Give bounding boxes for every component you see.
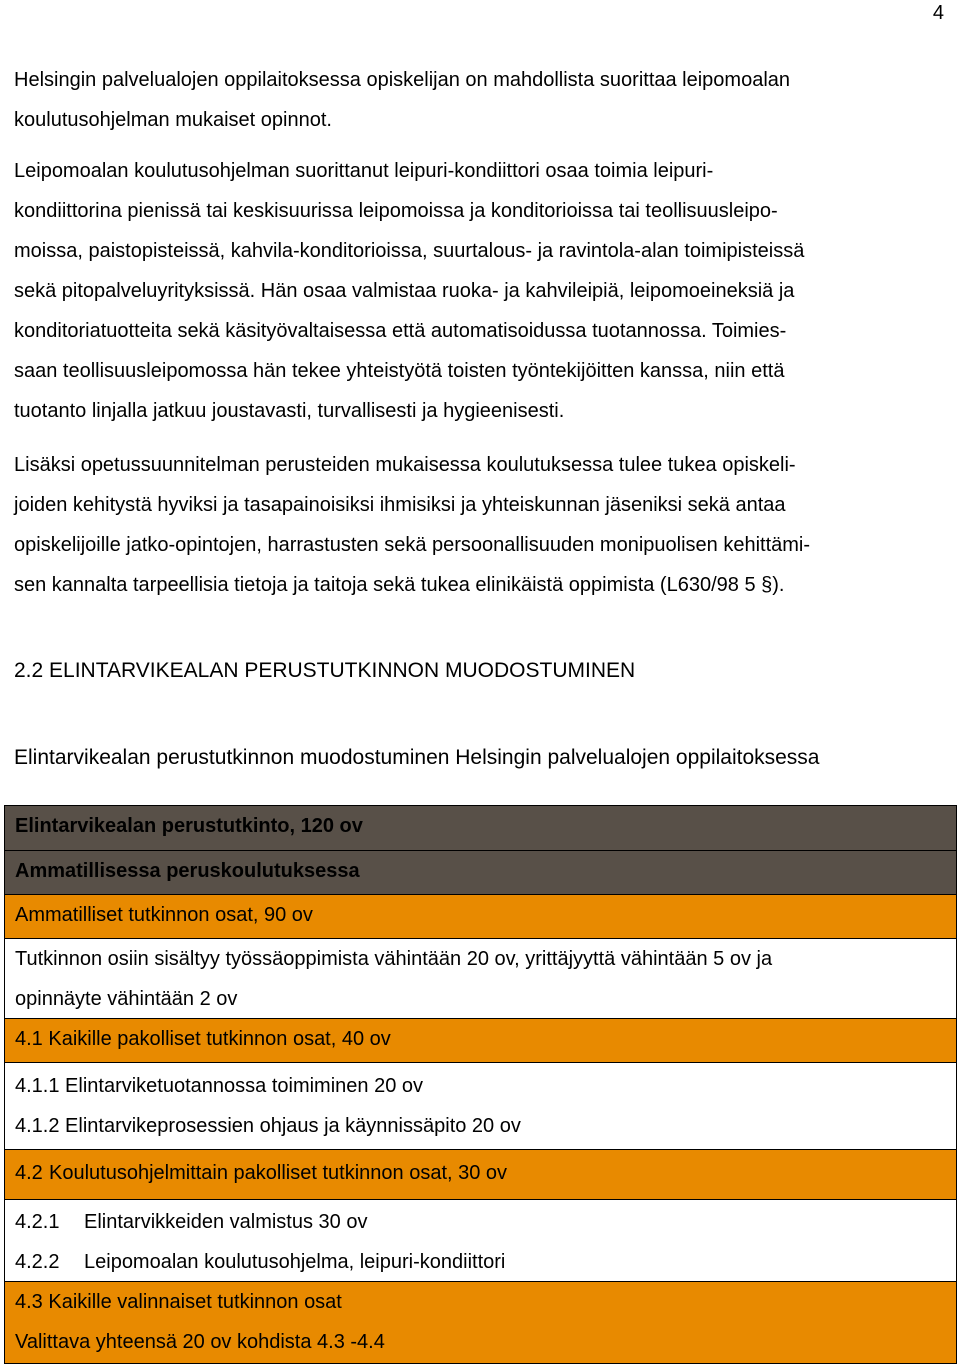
compulsory-item: 4.1.2 Elintarvikeprosessien ohjaus ja käynnissäpito 20 ov	[15, 1115, 521, 1137]
optional-parts-row	[5, 1282, 956, 1363]
section-number: 4.2.1	[15, 1211, 60, 1233]
curriculum-paragraph	[14, 445, 944, 605]
programme-compulsory-row	[5, 1150, 956, 1200]
compulsory-item: 4.1.1 Elintarviketuotannossa toimiminen 20 ov	[15, 1075, 424, 1097]
compulsory-all-items-row	[5, 1063, 956, 1150]
text-line: sen kannalta tarpeellisia tietoja ja taitoja sekä tukea elinikäistä oppimista (L630/98 5 §).	[14, 574, 785, 596]
table-subtitle: Ammatillisessa peruskoulutuksessa	[15, 860, 360, 882]
text-line: Lisäksi opetussuunnitelman perusteiden mukaisessa koulutuksessa tulee tukea opiskeli-	[14, 454, 796, 476]
text-line: konditoriatuotteita sekä käsityövaltaisessa että automatisoidussa tuotannossa. Toimies-	[14, 320, 787, 342]
degree-structure-table	[4, 805, 957, 1364]
programme-paragraph	[14, 151, 944, 431]
table-caption: Elintarvikealan perustutkinnon muodostuminen Helsingin palvelualojen oppilaitoksessa	[14, 746, 820, 769]
programme-item	[15, 1202, 956, 1242]
section-heading: 2.2 ELINTARVIKEALAN PERUSTUTKINNON MUODOSTUMINEN	[14, 659, 636, 682]
programme-compulsory-text: Koulutusohjelmittain pakolliset tutkinnon osat, 30 ov	[49, 1162, 508, 1184]
compulsory-all-row	[5, 1019, 956, 1063]
text-line: joiden kehitystä hyviksi ja tasapainoisiksi ihmisiksi ja yhteiskunnan jäseniksi sekä antaa	[14, 494, 786, 516]
vocational-parts-row	[5, 895, 956, 939]
text-line: tuotanto linjalla jatkuu joustavasti, turvallisesti ja hygieenisesti.	[14, 400, 565, 422]
section-number: 4.2.2	[15, 1251, 60, 1273]
programme-item-text: Elintarvikkeiden valmistus 30 ov	[84, 1211, 368, 1233]
workplace-note-line: opinnäyte vähintään 2 ov	[15, 988, 238, 1010]
table-title-row	[5, 806, 956, 851]
text-line: moissa, paistopisteissä, kahvila-konditorioissa, suurtalous- ja ravintola-alan toimipisteissä	[14, 240, 805, 262]
optional-line: 4.3 Kaikille valinnaiset tutkinnon osat	[15, 1291, 342, 1313]
programme-compulsory-label	[15, 1153, 956, 1193]
text-line: koulutusohjelman mukaiset opinnot.	[14, 109, 332, 131]
compulsory-all-label: 4.1 Kaikille pakolliset tutkinnon osat, 40 ov	[15, 1028, 391, 1050]
text-line: opiskelijoille jatko-opintojen, harrastusten sekä persoonallisuuden monipuolisen kehittämi-	[14, 534, 811, 556]
optional-line: Valittava yhteensä 20 ov kohdista 4.3 -4.4	[15, 1331, 385, 1353]
section-number: 4.2	[15, 1162, 43, 1184]
intro-paragraph	[14, 60, 944, 140]
programme-item-text: Leipomoalan koulutusohjelma, leipuri-kondiittori	[84, 1251, 506, 1273]
page-number: 4	[932, 2, 944, 24]
workplace-note-row	[5, 939, 956, 1019]
programme-items-row	[5, 1200, 956, 1282]
table-subtitle-row	[5, 851, 956, 895]
text-line: Helsingin palvelualojen oppilaitoksessa opiskelijan on mahdollista suorittaa leipomoalan	[14, 69, 791, 91]
text-line: sekä pitopalveluyrityksissä. Hän osaa valmistaa ruoka- ja kahvileipiä, leipomoeineksiä ja	[14, 280, 795, 302]
workplace-note-line: Tutkinnon osiin sisältyy työssäoppimista vähintään 20 ov, yrittäjyyttä vähintään 5 ov ja	[15, 948, 773, 970]
vocational-parts-label: Ammatilliset tutkinnon osat, 90 ov	[15, 904, 313, 926]
text-line: kondiittorina pienissä tai keskisuurissa leipomoissa ja konditorioissa tai teollisuusleipo-	[14, 200, 778, 222]
table-title: Elintarvikealan perustutkinto, 120 ov	[15, 815, 363, 837]
programme-item	[15, 1242, 956, 1282]
text-line: saan teollisuusleipomossa hän tekee yhteistyötä toisten työntekijöitten kanssa, niin että	[14, 360, 785, 382]
text-line: Leipomoalan koulutusohjelman suorittanut leipuri-kondiittori osaa toimia leipuri-	[14, 160, 714, 182]
